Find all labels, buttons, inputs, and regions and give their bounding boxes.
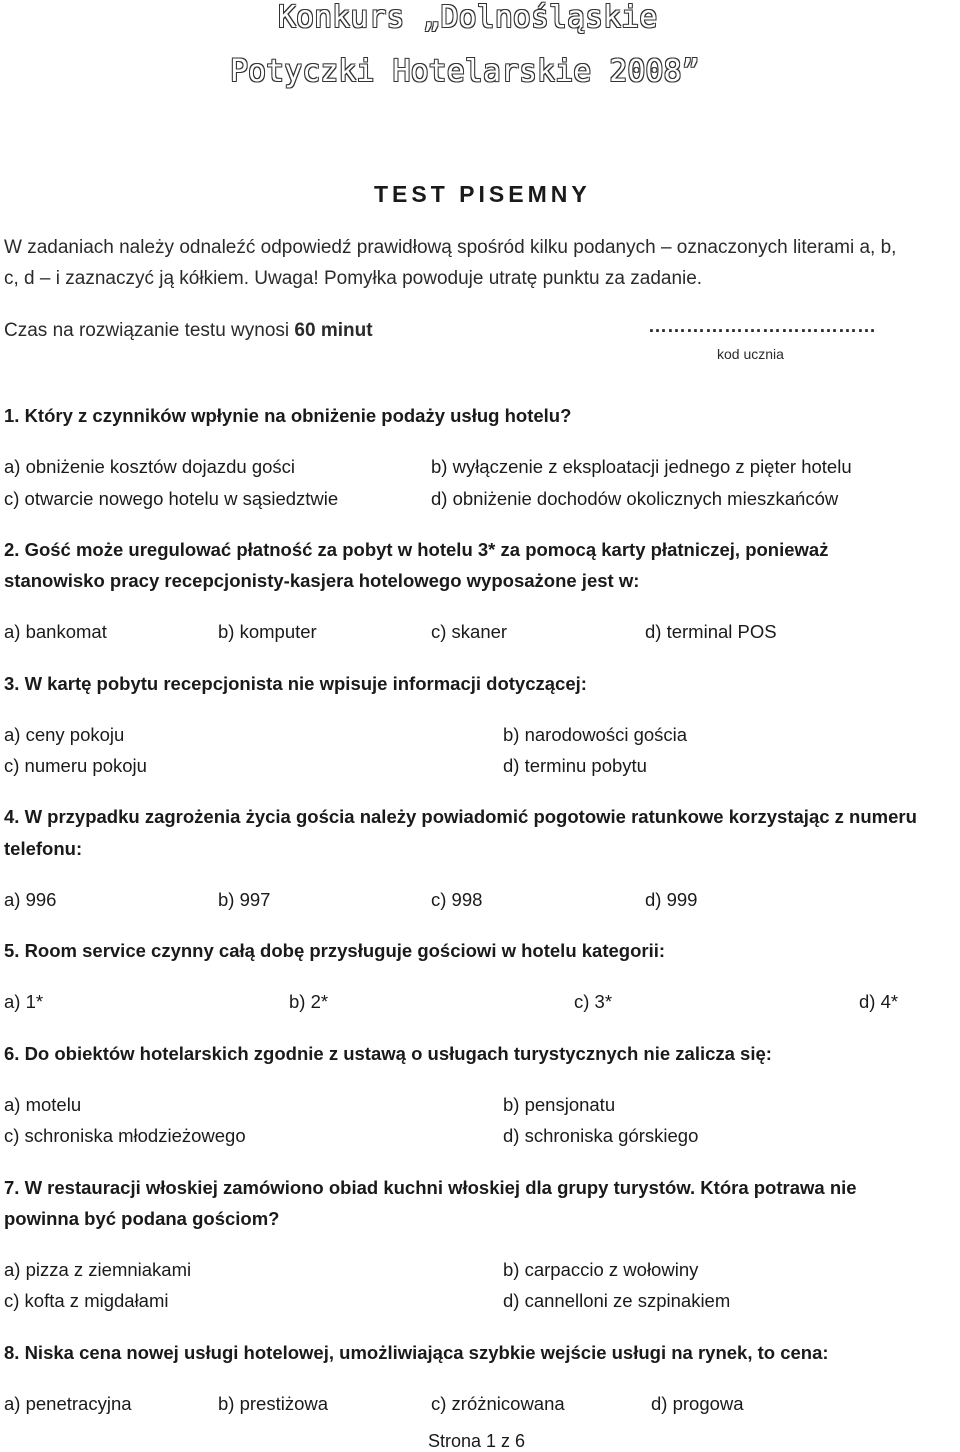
- question-2-answer-a: a) bankomat: [4, 621, 107, 642]
- question-7-answer-a: a) pizza z ziemniakami: [4, 1259, 192, 1280]
- question-3: 3. W kartę pobytu recepcjonista nie wpisuje informacji dotyczącej:: [4, 673, 587, 694]
- question-2-line-2: stanowisko pracy recepcjonisty-kasjera hotelowego wyposażone jest w:: [4, 570, 640, 591]
- question-6: 6. Do obiektów hotelarskich zgodnie z ustawą o usługach turystycznych nie zalicza się:: [4, 1043, 772, 1064]
- question-8-answer-b: b) prestiżowa: [218, 1393, 329, 1414]
- time-limit-text: Czas na rozwiązanie testu wynosi: [4, 320, 295, 341]
- student-code-dots: ………………………………: [648, 316, 876, 337]
- question-1-answer-a: a) obniżenie kosztów dojazdu gości: [4, 456, 296, 477]
- question-5-answer-d: d) 4*: [859, 991, 899, 1012]
- question-2-answer-c: c) skaner: [431, 621, 508, 642]
- title-line-1: Konkurs „Dolnośląskie: [278, 0, 658, 35]
- question-7-line-1: 7. W restauracji włoskiej zamówiono obiad kuchni włoskiej dla grupy turystów. Która potrawa nie: [4, 1177, 857, 1198]
- question-6-answer-a: a) motelu: [4, 1094, 82, 1115]
- question-1-answer-c: c) otwarcie nowego hotelu w sąsiedztwie: [4, 488, 339, 509]
- question-2-line-1: 2. Gość może uregulować płatność za pobyt w hotelu 3* za pomocą karty płatniczej, ponieważ: [4, 539, 829, 560]
- question-8-answer-c: c) zróżnicowana: [431, 1393, 565, 1414]
- question-6-answer-b: b) pensjonatu: [503, 1094, 616, 1115]
- time-limit: [4, 320, 373, 342]
- question-7-line-2: powinna być podana gościom?: [4, 1208, 280, 1229]
- question-4-answer-c: c) 998: [431, 889, 483, 910]
- question-2-answer-b: b) komputer: [218, 621, 317, 642]
- question-4-line-1: 4. W przypadku zagrożenia życia gościa należy powiadomić pogotowie ratunkowe korzystając z numeru: [4, 806, 917, 827]
- student-code-label: kod ucznia: [717, 346, 784, 362]
- question-2-answer-d: d) terminal POS: [645, 621, 777, 642]
- question-1: 1. Który z czynników wpłynie na obniżenie podaży usług hotelu?: [4, 405, 572, 426]
- page-number: Strona 1 z 6: [428, 1431, 526, 1451]
- question-8-answer-d: d) progowa: [651, 1393, 744, 1414]
- question-7-answer-c: c) kofta z migdałami: [4, 1290, 169, 1311]
- question-1-answer-d: d) obniżenie dochodów okolicznych mieszkańców: [431, 488, 839, 509]
- question-5-answer-a: a) 1*: [4, 991, 44, 1012]
- question-7-answer-d: d) cannelloni ze szpinakiem: [503, 1290, 731, 1311]
- intro-line-1: W zadaniach należy odnaleźć odpowiedź prawidłową spośród kilku podanych – oznaczonych literami a, b,: [4, 237, 897, 258]
- question-6-answer-c: c) schroniska młodzieżowego: [4, 1125, 246, 1146]
- question-3-answer-a: a) ceny pokoju: [4, 724, 125, 745]
- question-3-answer-c: c) numeru pokoju: [4, 755, 147, 776]
- test-heading: TEST PISEMNY: [374, 181, 591, 207]
- question-5-answer-c: c) 3*: [574, 991, 613, 1012]
- question-8-answer-a: a) penetracyjna: [4, 1393, 132, 1414]
- question-1-answer-b: b) wyłączenie z eksploatacji jednego z pięter hotelu: [431, 456, 852, 477]
- question-5-answer-b: b) 2*: [289, 991, 329, 1012]
- question-7-answer-b: b) carpaccio z wołowiny: [503, 1259, 699, 1280]
- question-6-answer-d: d) schroniska górskiego: [503, 1125, 699, 1146]
- question-4-answer-a: a) 996: [4, 889, 57, 910]
- question-8: 8. Niska cena nowej usługi hotelowej, umożliwiająca szybkie wejście usługi na rynek, to cena:: [4, 1342, 829, 1363]
- intro-line-2: c, d – i zaznaczyć ją kółkiem. Uwaga! Pomyłka powoduje utratę punktu za zadanie.: [4, 268, 703, 289]
- question-4-line-2: telefonu:: [4, 838, 83, 859]
- title-line-2: Potyczki Hotelarskie 2008”: [230, 54, 700, 89]
- question-4-answer-d: d) 999: [645, 889, 698, 910]
- question-3-answer-d: d) terminu pobytu: [503, 755, 647, 776]
- time-limit-value: 60 minut: [294, 320, 373, 341]
- question-3-answer-b: b) narodowości gościa: [503, 724, 688, 745]
- question-4-answer-b: b) 997: [218, 889, 271, 910]
- question-5: 5. Room service czynny całą dobę przysługuje gościowi w hotelu kategorii:: [4, 940, 666, 961]
